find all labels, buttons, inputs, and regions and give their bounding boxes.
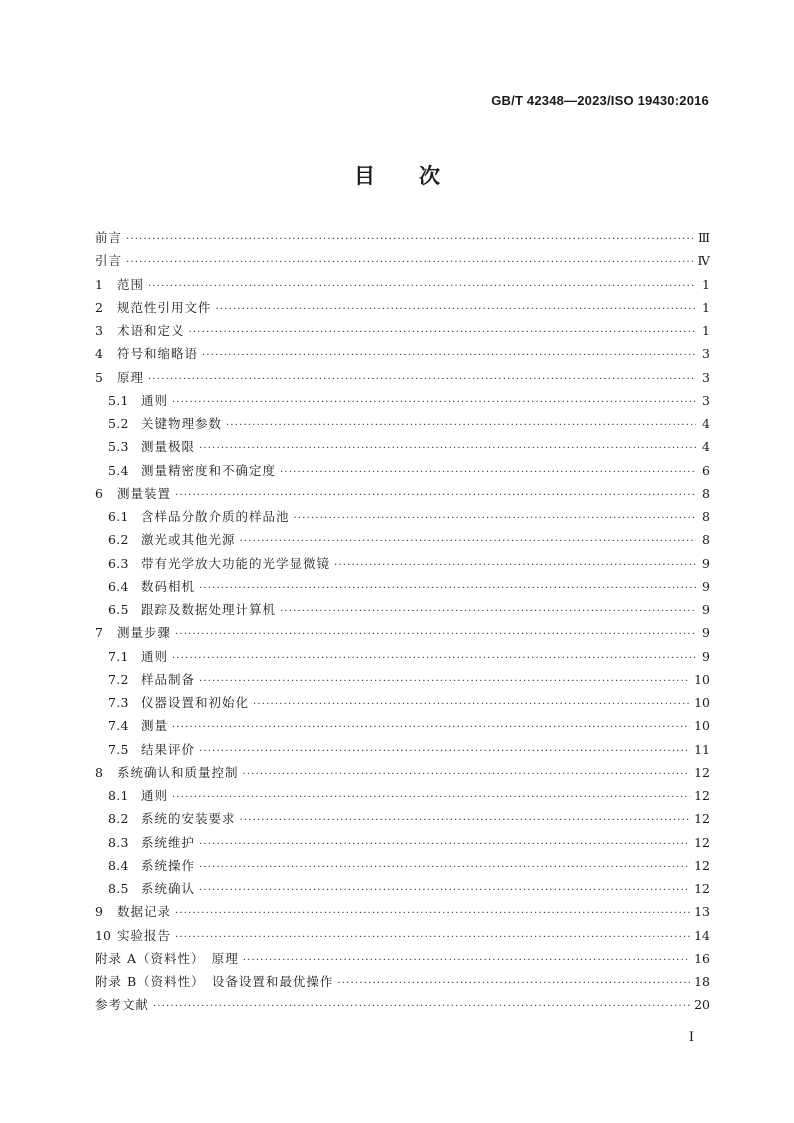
toc-entry-number: 2 [95, 299, 103, 315]
toc-entry-page: 12 [694, 811, 710, 827]
toc-entry-label: 系统确认 [141, 881, 196, 896]
toc-entry-number: 8 [95, 764, 103, 780]
toc-entry[interactable] [95, 249, 710, 272]
toc-entry-number: 5.1 [108, 392, 129, 408]
toc-entry-number: 6.5 [108, 602, 129, 617]
toc-entry-page: 14 [694, 927, 710, 943]
toc-entry-number: 7.3 [108, 695, 129, 710]
toc-entry[interactable] [95, 273, 710, 296]
toc-dot-leader [199, 670, 690, 693]
toc-entry-number: 7.2 [108, 671, 129, 687]
toc-entry-number: 1 [95, 276, 103, 292]
toc-entry-number: 7.4 [108, 718, 129, 734]
toc-entry-page: 9 [702, 578, 710, 594]
page-title [0, 160, 794, 190]
toc-entry-number: 6.1 [108, 509, 129, 524]
toc-entry-label: 前言 [95, 230, 123, 245]
toc-entry-page: 11 [694, 741, 710, 757]
toc-entry[interactable] [95, 993, 710, 1016]
toc-entry-label: 系统操作 [141, 857, 196, 873]
toc-entry[interactable] [95, 947, 710, 970]
toc-entry[interactable] [95, 807, 710, 830]
toc-entry-number: 5 [95, 369, 103, 385]
toc-dot-leader [153, 995, 690, 1018]
toc-entry[interactable] [95, 412, 710, 435]
toc-entry-page: 12 [694, 764, 710, 780]
toc-entry-page: 20 [694, 997, 710, 1013]
toc-entry[interactable] [95, 970, 710, 993]
toc-dot-leader [148, 275, 696, 298]
toc-entry[interactable] [95, 389, 710, 412]
toc-entry-number: 7 [95, 625, 103, 641]
toc-entry-page: 3 [702, 369, 710, 385]
toc-entry-number: 4 [95, 346, 103, 362]
toc-entry-label: 测量步骤 [117, 625, 172, 641]
table-of-contents [95, 226, 710, 1017]
toc-entry[interactable] [95, 226, 710, 249]
toc-entry-page: Ⅲ [697, 230, 710, 245]
toc-entry-page: 10 [694, 718, 710, 734]
toc-entry[interactable] [95, 482, 710, 505]
toc-entry-label: 引言 [95, 253, 123, 269]
toc-entry-page: 3 [702, 392, 710, 408]
toc-entry-label: 通则 [141, 788, 169, 803]
toc-entry-number: 6.2 [108, 532, 129, 548]
toc-entry-page: 12 [694, 788, 710, 803]
toc-entry-page: Ⅳ [697, 253, 710, 269]
toc-entry[interactable] [95, 784, 710, 807]
toc-entry-label: 系统确认和质量控制 [117, 764, 239, 780]
toc-dot-leader [199, 740, 690, 763]
toc-entry-page: 12 [694, 857, 710, 873]
title-char-1: 目 [354, 164, 375, 188]
toc-entry-number: 9 [95, 904, 103, 920]
toc-entry-number: 10 [95, 927, 111, 943]
toc-entry-label: 数码相机 [141, 578, 196, 594]
toc-entry-label: 实验报告 [117, 927, 172, 943]
toc-entry-label: 测量精密度和不确定度 [141, 462, 277, 478]
toc-dot-leader [126, 228, 694, 251]
toc-dot-leader [240, 809, 691, 832]
toc-dot-leader [294, 507, 696, 530]
toc-entry-label: 原理 [117, 369, 145, 385]
toc-entry-page: 9 [702, 625, 710, 641]
toc-entry-label: 范围 [117, 276, 145, 292]
toc-dot-leader [226, 414, 696, 437]
toc-entry-page: 13 [694, 904, 710, 920]
toc-entry-page: 10 [694, 671, 710, 687]
toc-entry-page: 9 [702, 602, 710, 617]
toc-entry-page: 12 [694, 834, 710, 850]
toc-entry-label: 系统维护 [141, 834, 196, 850]
toc-dot-leader [189, 321, 696, 344]
toc-dot-leader [243, 763, 691, 786]
toc-dot-leader [216, 298, 696, 321]
toc-entry-page: 12 [694, 881, 710, 896]
toc-entry-label: 参考文献 [95, 997, 150, 1013]
toc-dot-leader [199, 833, 690, 856]
toc-entry[interactable] [95, 831, 710, 854]
toc-entry[interactable] [95, 598, 710, 621]
toc-entry-label: 术语和定义 [117, 323, 185, 338]
toc-entry-label: 系统的安装要求 [141, 811, 236, 827]
toc-dot-leader [175, 926, 690, 949]
toc-entry[interactable] [95, 366, 710, 389]
toc-entry-number: 8.3 [108, 834, 129, 850]
toc-dot-leader [175, 902, 690, 925]
toc-entry[interactable] [95, 924, 710, 947]
toc-entry-page: 18 [694, 974, 710, 989]
toc-entry[interactable] [95, 668, 710, 691]
toc-entry-page: 10 [694, 695, 710, 710]
toc-entry-label: 通则 [141, 648, 169, 664]
toc-entry[interactable] [95, 645, 710, 668]
toc-entry-label: 跟踪及数据处理计算机 [141, 602, 277, 617]
toc-entry-number: 8.4 [108, 857, 129, 873]
toc-entry[interactable] [95, 877, 710, 900]
toc-entry-label: 带有光学放大功能的光学显微镜 [141, 555, 331, 571]
toc-entry-label: 符号和缩略语 [117, 346, 199, 362]
toc-entry[interactable] [95, 296, 710, 319]
toc-entry-label: 含样品分散介质的样品池 [141, 509, 290, 524]
toc-entry-label: 测量极限 [141, 439, 196, 455]
toc-entry-label: 测量 [141, 718, 169, 734]
toc-dot-leader [199, 577, 696, 600]
toc-entry-label: 附录 B（资料性） 设备设置和最优操作 [95, 974, 334, 989]
toc-entry[interactable] [95, 319, 710, 342]
toc-entry-label: 数据记录 [117, 904, 172, 920]
toc-entry-number: 7.1 [108, 648, 129, 664]
toc-dot-leader [126, 251, 693, 274]
title-char-2: 次 [419, 164, 440, 188]
toc-entry-number: 6.4 [108, 578, 129, 594]
toc-entry-label: 关键物理参数 [141, 416, 223, 431]
toc-entry-page: 8 [702, 532, 710, 548]
toc-entry-number: 5.2 [108, 416, 129, 431]
toc-entry-label: 附录 A（资料性） 原理 [95, 950, 239, 966]
toc-entry[interactable] [95, 761, 710, 784]
toc-dot-leader [148, 368, 696, 391]
toc-entry[interactable] [95, 691, 710, 714]
toc-dot-leader [172, 391, 696, 414]
toc-dot-leader [172, 786, 690, 809]
toc-entry[interactable] [95, 714, 710, 737]
standard-code-header: GB/T 42348—2023/ISO 19430:2016 [491, 93, 709, 108]
toc-dot-leader [280, 600, 696, 623]
toc-entry-page: 4 [702, 416, 710, 431]
toc-entry-page: 8 [702, 485, 710, 501]
toc-dot-leader [199, 856, 690, 879]
toc-dot-leader [334, 554, 696, 577]
toc-entry-label: 仪器设置和初始化 [141, 695, 250, 710]
toc-entry-page: 6 [702, 462, 710, 478]
toc-entry-number: 5.4 [108, 462, 129, 478]
toc-dot-leader [202, 344, 696, 367]
toc-entry[interactable] [95, 854, 710, 877]
toc-entry-page: 9 [702, 555, 710, 571]
toc-entry-number: 8.2 [108, 811, 129, 827]
toc-entry[interactable] [95, 528, 710, 551]
toc-dot-leader [199, 879, 690, 902]
toc-dot-leader [280, 461, 696, 484]
toc-entry[interactable] [95, 552, 710, 575]
page-number: Ⅰ [688, 1030, 694, 1045]
toc-entry-page: 16 [694, 950, 710, 966]
toc-entry-number: 6 [95, 485, 103, 501]
toc-dot-leader [253, 693, 690, 716]
toc-dot-leader [337, 972, 690, 995]
toc-entry-number: 7.5 [108, 741, 129, 757]
toc-entry-number: 3 [95, 323, 103, 338]
toc-entry[interactable] [95, 459, 710, 482]
toc-entry-label: 通则 [141, 392, 169, 408]
toc-entry-number: 5.3 [108, 439, 129, 455]
toc-entry-number: 8.1 [108, 788, 129, 803]
toc-dot-leader [240, 530, 696, 553]
toc-entry-page: 1 [702, 323, 710, 338]
toc-entry-number: 6.3 [108, 555, 129, 571]
toc-entry-page: 9 [702, 648, 710, 664]
toc-entry[interactable] [95, 900, 710, 923]
toc-dot-leader [175, 484, 696, 507]
toc-dot-leader [243, 949, 690, 972]
toc-entry-page: 1 [702, 299, 710, 315]
toc-dot-leader [175, 623, 696, 646]
toc-entry-label: 测量装置 [117, 485, 172, 501]
toc-entry-label: 样品制备 [141, 671, 196, 687]
toc-entry-label: 结果评价 [141, 741, 196, 757]
toc-entry-label: 激光或其他光源 [141, 532, 236, 548]
toc-entry-page: 8 [702, 509, 710, 524]
toc-entry-label: 规范性引用文件 [117, 299, 212, 315]
toc-entry-page: 3 [702, 346, 710, 362]
toc-entry[interactable] [95, 738, 710, 761]
toc-entry[interactable] [95, 621, 710, 644]
toc-entry-number: 8.5 [108, 881, 129, 896]
toc-dot-leader [172, 716, 690, 739]
toc-dot-leader [172, 647, 696, 670]
toc-entry[interactable] [95, 342, 710, 365]
toc-dot-leader [199, 437, 696, 460]
toc-entry[interactable] [95, 505, 710, 528]
toc-entry-page: 4 [702, 439, 710, 455]
toc-entry[interactable] [95, 575, 710, 598]
toc-entry[interactable] [95, 435, 710, 458]
toc-entry-page: 1 [702, 276, 710, 292]
